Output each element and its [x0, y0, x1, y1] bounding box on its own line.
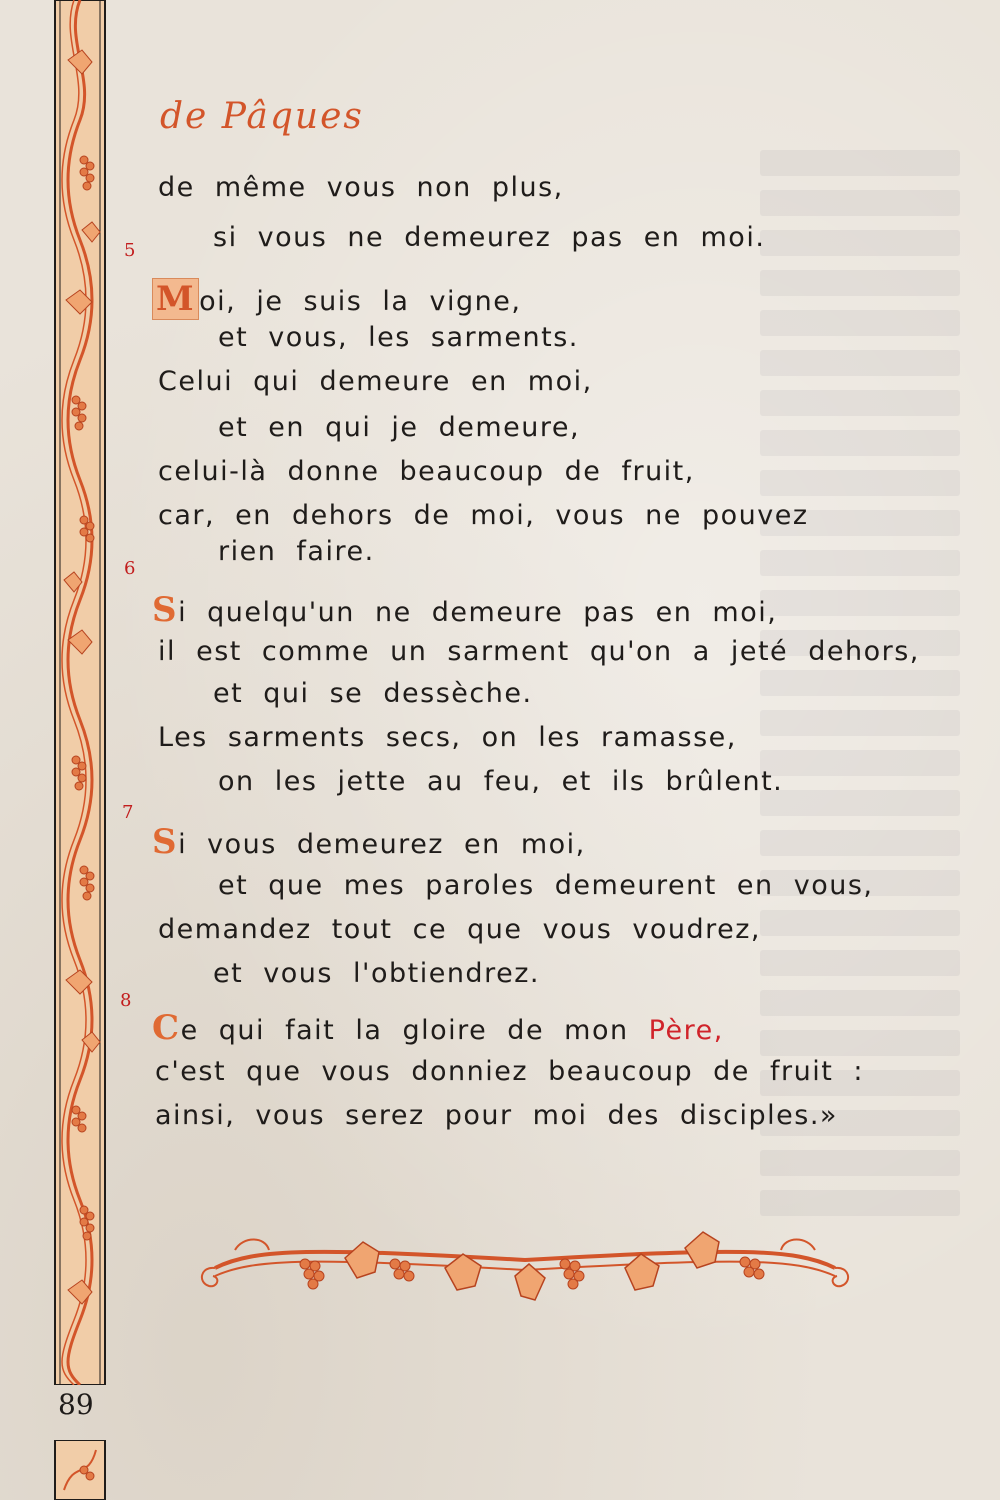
- page-number: 89: [58, 1388, 94, 1421]
- text-line: et vous l'obtiendrez.: [213, 958, 540, 989]
- text-line: et vous, les sarments.: [218, 322, 579, 353]
- text-line: [152, 590, 777, 630]
- grapevine-border-foot: [54, 1440, 106, 1500]
- text-line: [152, 822, 586, 862]
- verse-number: 8: [120, 990, 132, 1011]
- drop-capital: M: [152, 278, 199, 320]
- text-line: Celui qui demeure en moi,: [158, 366, 593, 397]
- grapevine-border: [54, 0, 106, 1385]
- text-line: et en qui je demeure,: [218, 412, 581, 443]
- drop-capital: C: [152, 1008, 181, 1048]
- text-line: celui-là donne beaucoup de fruit,: [158, 456, 695, 487]
- show-through-text: [760, 150, 960, 1350]
- text-line: ainsi, vous serez pour moi des disciples.»: [155, 1100, 838, 1131]
- text-line: rien faire.: [218, 536, 375, 567]
- verse-number: 5: [124, 240, 136, 261]
- text-span: i quelqu'un ne demeure pas en moi,: [178, 597, 778, 628]
- verse-number: 7: [122, 802, 134, 823]
- text-line: de même vous non plus,: [158, 172, 564, 203]
- text-line: [152, 278, 521, 320]
- text-span: e qui fait la gloire de mon: [180, 1015, 629, 1046]
- text-line: et que mes paroles demeurent en vous,: [218, 870, 874, 901]
- text-span: oi, je suis la vigne,: [199, 286, 522, 317]
- text-line: il est comme un sarment qu'on a jeté dehors,: [158, 636, 920, 667]
- text-line: demandez tout ce que vous voudrez,: [158, 914, 761, 945]
- drop-capital: S: [152, 822, 179, 862]
- text-line: on les jette au feu, et ils brûlent.: [218, 766, 784, 797]
- text-line: c'est que vous donniez beaucoup de fruit :: [155, 1056, 864, 1087]
- grapevine-ornament: [195, 1228, 855, 1318]
- rubric-word: Père,: [648, 1015, 724, 1046]
- text-line: Les sarments secs, on les ramasse,: [158, 722, 737, 753]
- text-line: si vous ne demeurez pas en moi.: [213, 222, 766, 253]
- text-line: et qui se dessèche.: [213, 678, 533, 709]
- text-line: [152, 1008, 724, 1048]
- drop-capital: S: [152, 590, 179, 630]
- text-line: car, en dehors de moi, vous ne pouvez: [158, 500, 809, 531]
- section-heading: de Pâques: [160, 96, 364, 137]
- text-span: i vous demeurez en moi,: [178, 829, 586, 860]
- verse-number: 6: [124, 558, 136, 579]
